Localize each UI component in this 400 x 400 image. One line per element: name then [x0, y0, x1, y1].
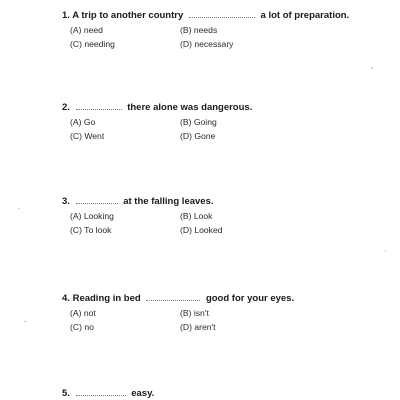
question-text-after: good for your eyes.: [205, 293, 295, 304]
option-a[interactable]: (A) need: [70, 25, 103, 35]
question-stem: [62, 195, 382, 208]
option-a[interactable]: (A) Go: [70, 117, 96, 127]
question-number: 1.: [62, 10, 70, 21]
question-text-after: easy.: [131, 388, 155, 399]
option-d[interactable]: (D) necessary: [180, 39, 234, 49]
question-text-after: there alone was dangerous.: [127, 102, 253, 113]
answer-options: [70, 25, 382, 59]
answer-blank: [189, 9, 255, 18]
question-text-before: A trip to another country: [72, 10, 184, 21]
question-text-after: at the falling leaves.: [123, 196, 214, 207]
answer-options: [70, 117, 382, 151]
option-c[interactable]: (C) To look: [70, 225, 112, 235]
option-a[interactable]: (A) not: [70, 308, 96, 318]
question-stem: [62, 292, 382, 305]
question-stem: [62, 9, 382, 22]
option-c[interactable]: (C) needing: [70, 39, 115, 49]
question-number: 4.: [62, 293, 70, 304]
question-text-after: a lot of preparation.: [260, 10, 350, 21]
scan-speck: [385, 250, 386, 252]
option-b[interactable]: (B) isn't: [180, 308, 209, 318]
question-stem: [62, 387, 382, 400]
question-stem: [62, 101, 382, 114]
option-d[interactable]: (D) Looked: [180, 225, 223, 235]
question-5: [62, 387, 382, 400]
question-number: 3.: [62, 196, 70, 207]
scan-speck: [24, 321, 27, 322]
question-text-before: Reading in bed: [72, 293, 141, 304]
option-b[interactable]: (B) Look: [180, 211, 213, 221]
question-4: [62, 292, 382, 342]
answer-blank: [146, 292, 200, 301]
question-number: 2.: [62, 102, 70, 113]
scan-speck: [371, 67, 373, 69]
question-1: [62, 9, 382, 59]
question-number: 5.: [62, 388, 70, 399]
option-d[interactable]: (D) Gone: [180, 131, 216, 141]
answer-options: [70, 211, 382, 245]
answer-options: [70, 308, 382, 342]
option-c[interactable]: (C) no: [70, 322, 94, 332]
answer-blank: [76, 195, 118, 204]
option-b[interactable]: (B) Going: [180, 117, 217, 127]
option-b[interactable]: (B) needs: [180, 25, 218, 35]
scan-speck: [18, 208, 20, 209]
option-c[interactable]: (C) Went: [70, 131, 105, 141]
answer-blank: [76, 387, 126, 396]
option-d[interactable]: (D) aren't: [180, 322, 216, 332]
option-a[interactable]: (A) Looking: [70, 211, 114, 221]
question-2: [62, 101, 382, 151]
answer-blank: [76, 101, 122, 110]
question-3: [62, 195, 382, 245]
